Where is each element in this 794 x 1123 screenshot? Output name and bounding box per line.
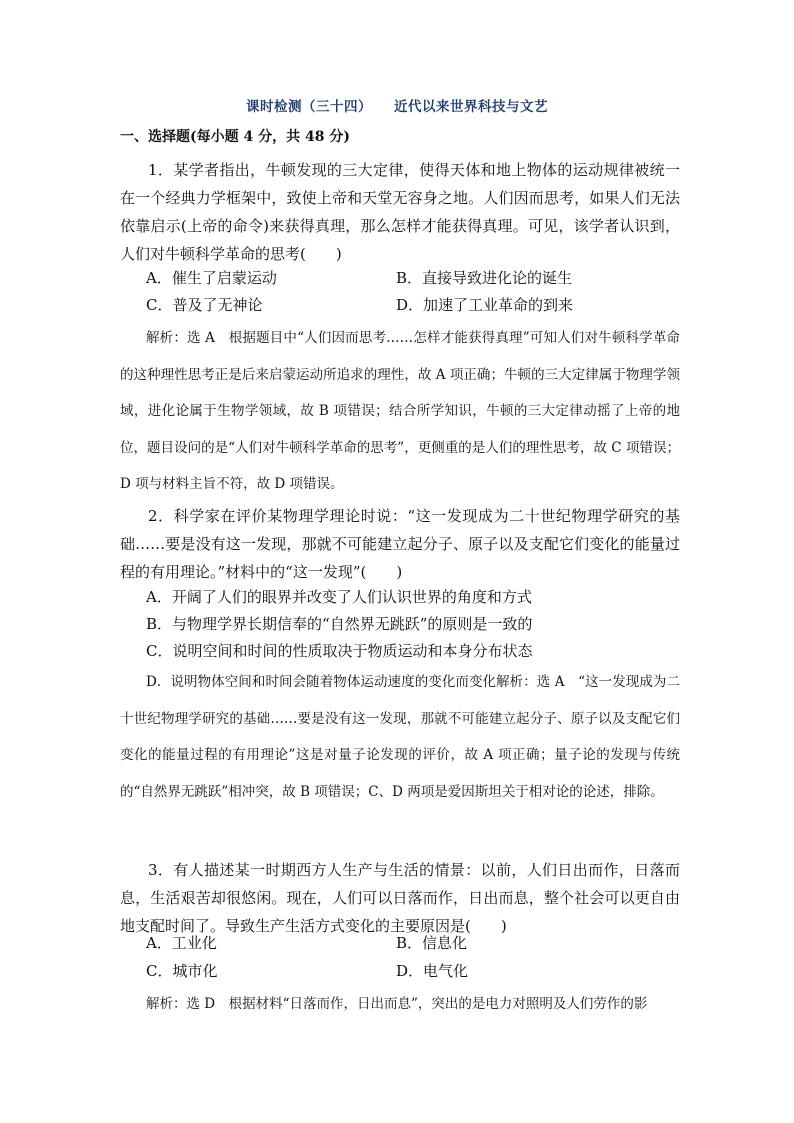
question-2-option-a: A．开阔了人们的眼界并改变了人们认识世界的角度和方式 — [146, 588, 532, 606]
title-left: 课时检测（三十四） — [246, 99, 372, 115]
question-3-options-row-2 — [146, 957, 686, 985]
question-1-stem: 1．某学者指出，牛顿发现的三大定律，使得天体和地上物体的运动规律被统一在一个经典力学框架中，致使上帝和天堂无容身之地。人们因而思考，如果人们无法依靠启示(上帝的命令)来获得真理，那么怎样才能获得真理。可见，该学者认识到，人们对牛顿科学革命的思考( ) — [120, 161, 680, 263]
question-1-option-c: C．普及了无神论 — [146, 296, 263, 314]
question-3-option-d: D．电气化 — [396, 962, 469, 980]
question-1-option-d: D．加速了工业革命的到来 — [396, 296, 574, 314]
question-3-stem: 3．有人描述某一时期西方人生产与生活的情景：以前，人们日出而作，日落而息，生活艰苦却很悠闲。现在，人们可以日落而作，日出而息，整个社会可以更自由地支配时间了。导致生产生活方式变化的主要原因是( ) — [120, 861, 680, 935]
question-2-stem: 2．科学家在评价某物理学理论时说：“这一发现成为二十世纪物理学研究的基础……要是没有这一发现，那就不可能建立起分子、原子以及支配它们变化的能量过程的有用理论。”材料中的“这一发现”( ) — [120, 507, 680, 581]
question-1-option-a: A．催生了启蒙运动 — [146, 269, 277, 287]
question-2-option-d-and-analysis: D．说明物体空间和时间会随着物体运动速度的变化而变化解析：选 A “这一发现成为二十世纪物理学研究的基础……要是没有这一发现，那就不可能建立起分子、原子以及支配它们变化的能量过程的有用理论”这是对量子论发现的评价，故 A 项正确；量子论的发现与传统的“自然界无跳跃”相冲突，故 B 项错误；C、D 两项是爱因斯坦关于相对论的论述，排除。 — [120, 674, 680, 800]
title-right: 近代以来世界科技与文艺 — [394, 99, 548, 115]
question-1-options-row-2 — [146, 291, 686, 319]
question-1-analysis: 解析：选 A 根据题目中“人们因而思考……怎样才能获得真理”可知人们对牛顿科学革命的这种理性思考正是后来启蒙运动所追求的理性，故 A 项正确；牛顿的三大定律属于物理学领域，进化论属于生物学领域，故 B 项错误；结合所学知识，牛顿的三大定律动摇了上帝的地位，题目设问的是“人们对牛顿科学革命的思考”，更侧重的是人们的理性思考，故 C 项错误；D 项与材料主旨不符，故 D 项错误。 — [120, 330, 680, 492]
page-title — [0, 95, 794, 115]
section-heading: 一、选择题(每小题 4 分，共 48 分) — [120, 129, 350, 145]
question-3-analysis: 解析：选 D 根据材料“日落而作，日出而息”，突出的是电力对照明及人们劳作的影 — [146, 996, 648, 1012]
question-3-option-b: B．信息化 — [396, 934, 468, 952]
question-3-option-a: A．工业化 — [146, 934, 217, 952]
question-2-option-b: B．与物理学界长期信奉的“自然界无跳跃”的原则是一致的 — [146, 615, 533, 633]
question-3-options-row-1 — [146, 929, 686, 957]
question-1-option-b: B．直接导致进化论的诞生 — [396, 269, 573, 287]
question-3-option-c: C．城市化 — [146, 962, 218, 980]
question-1-options-row-1 — [146, 264, 686, 292]
question-2-option-c: C．说明空间和时间的性质取决于物质运动和本身分布状态 — [146, 642, 533, 660]
